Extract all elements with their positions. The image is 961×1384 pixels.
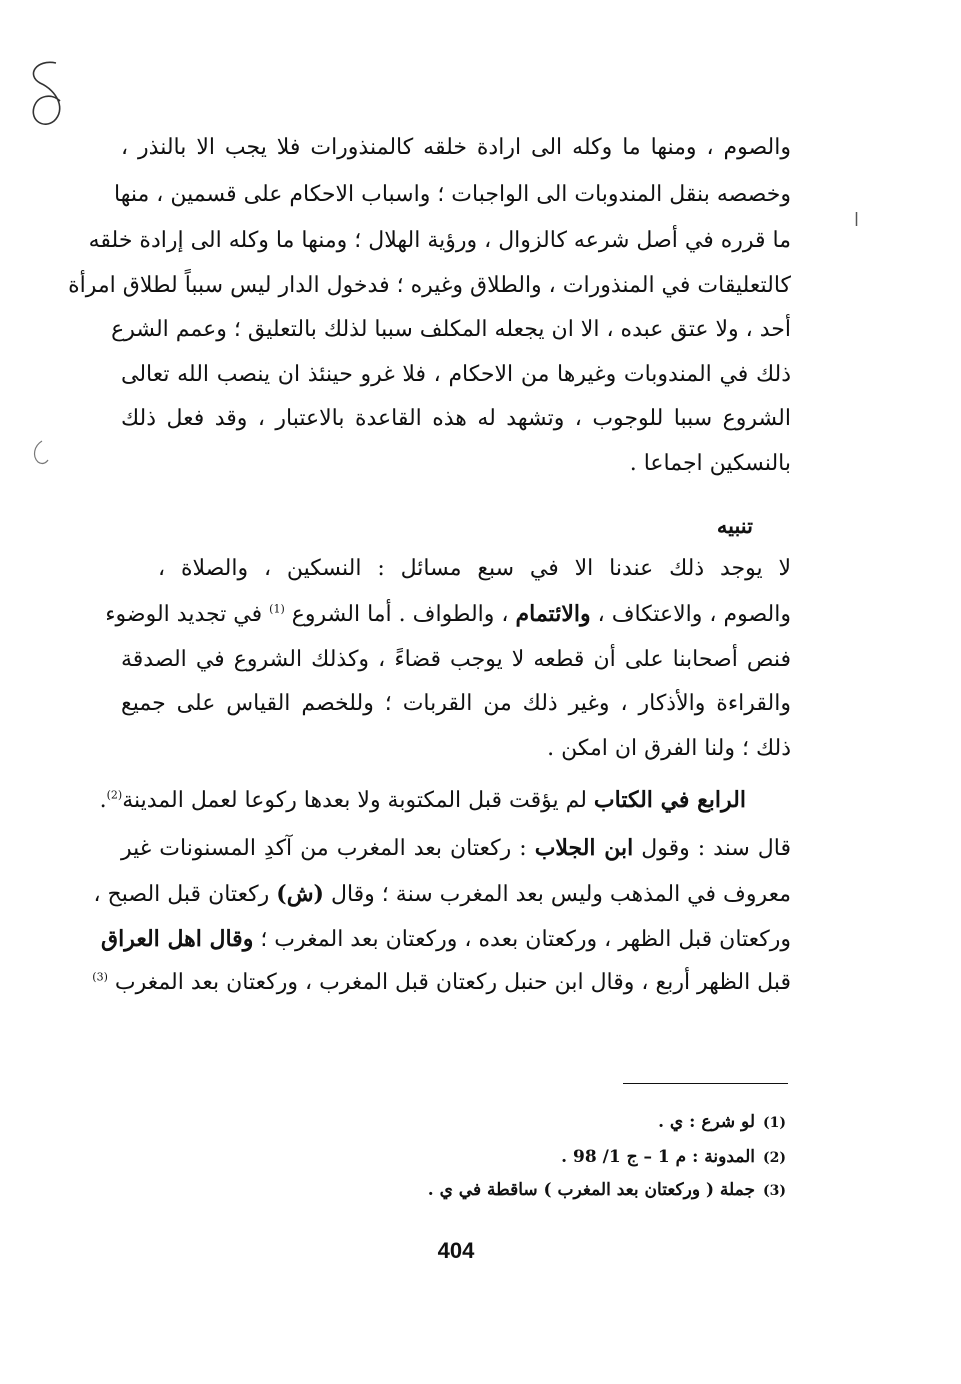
footnote-ref: (3) <box>92 970 108 984</box>
text-line: والصوم ، والاعتكاف ، والائتمام ، والطواف . أما الشروع $^{(1)}$ في تجديد الوضوء <box>105 601 791 627</box>
text-line: فنص أصحابنا على أن قطعه لا يوجب قضاءً ، وكذلك الشروع في الصدقة <box>121 647 791 672</box>
text-line: لا يوجد ذلك عندنا الا في سبع مسائل : النسكين ، والصلاة ، <box>158 556 791 581</box>
text-line: الشروع سببا للوجوب ، وتشهد له هذه القاعدة بالاعتبار ، وقد فعل ذلك <box>121 406 791 431</box>
text-line: وخصصه بنقل المندوبات الى الواجبات ؛ واسباب الاحكام على قسمين ، منها <box>114 182 791 207</box>
text-line: الرابع في الكتاب لم يؤقت قبل المكتوبة ولا بعدها ركوعا لعمل المدينة$^{(2)}$. <box>99 787 746 813</box>
handwritten-mark-small <box>28 438 52 468</box>
text-line: قال سند : وقول ابن الجلاب : ركعتان بعد المغرب من آكدِ المسنونات غير <box>121 835 792 861</box>
text-line: ذلك في المندوبات وغيرها من الاحكام ، فلا غرو حينئذ ان ينصب الله تعالى <box>121 362 791 387</box>
page-number: 404 <box>437 1238 475 1263</box>
text-line: وركعتان قبل الظهر ، وركعتان بعده ، وركعتان بعد المغرب ؛ وقال اهل العراق <box>101 926 791 952</box>
footnote-ref: (1) <box>269 602 285 616</box>
text-line: قبل الظهر أربع ، وقال ابن حنبل ركعتان قبل المغرب ، وركعتان بعد المغرب $^{(3)}$ <box>92 970 791 995</box>
section-heading: تنبيه <box>716 513 753 538</box>
footnote: (3)جملة ( وركعتان بعد المغرب ) ساقطة في ي . <box>427 1180 786 1200</box>
footnote: (2)المدونة : م 1 – ج 1/ 98 . <box>561 1147 786 1167</box>
text-line: والقراءة والأذكار ، وغير ذلك من القربات ؛ وللخصم القياس على جميع <box>121 691 791 716</box>
text-line: ما قرره في أصل شرعه كالزوال ، ورؤية الهلال ؛ ومنها ما وكله الى إرادة خلقه <box>88 228 791 253</box>
handwritten-mark <box>18 55 78 130</box>
text-line: والصوم ، ومنها ما وكله الى ارادة خلقه كالمنذورات فلا يجب الا بالنذر ، <box>121 135 791 160</box>
footnote-separator <box>623 1083 788 1084</box>
margin-tick <box>855 212 858 226</box>
text-line: ذلك ؛ ولنا الفرق ان امكن . <box>547 736 791 761</box>
text-line: بالنسكين اجماعا . <box>629 451 791 476</box>
footnote: (1)لو شرع : ي . <box>658 1112 786 1132</box>
footnote-ref: (2) <box>106 788 123 802</box>
text-line: معروف في المذهب وليس بعد المغرب سنة ؛ وقال (ش) ركعتان قبل الصبح ، <box>93 881 791 907</box>
text-line: كالتعليقات في المنذورات ، والطلاق وغيره ؛ فدخول الدار ليس سبباً لطلاق امرأة <box>68 273 791 298</box>
text-line: أحد ، ولا عتق عبده ، الا ان يجعله المكلف سببا لذلك بالتعليق ؛ وعمم الشرع <box>111 317 791 342</box>
